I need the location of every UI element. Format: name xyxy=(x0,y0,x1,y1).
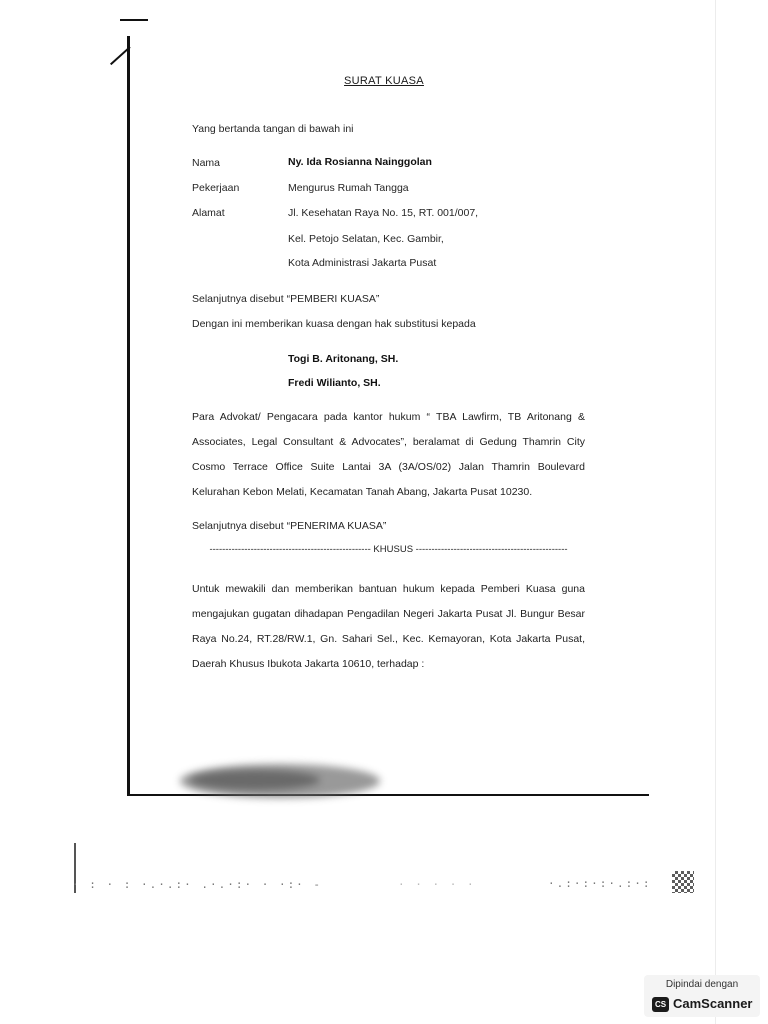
scan-border-top-mark xyxy=(120,19,148,21)
recipient-designation: Selanjutnya disebut “PENERIMA KUASA” xyxy=(192,520,387,532)
grantor-address-line: Kel. Petojo Selatan, Kec. Gambir, xyxy=(288,233,444,245)
paragraph-line: Para Advokat/ Pengacara pada kantor hukum “ TBA Lawfirm, TB Aritonang & xyxy=(192,411,585,423)
paragraph-line: Daerah Khusus Ibukota Jakarta 10610, terhadap : xyxy=(192,658,425,670)
grantor-name: Ny. Ida Rosianna Nainggolan xyxy=(288,156,432,168)
camscanner-logo-icon: CS xyxy=(652,997,669,1012)
scan-smudge xyxy=(190,770,320,790)
paragraph-line: Raya No.24, RT.28/RW.1, Gn. Sahari Sel., Kec. Kemayoran, Kota Jakarta Pusat, xyxy=(192,633,585,645)
grantor-designation: Selanjutnya disebut “PEMBERI KUASA” xyxy=(192,293,380,305)
paragraph-line: Kelurahan Kebon Melati, Kecamatan Tanah Abang, Jakarta Pusat 10230. xyxy=(192,486,533,498)
scan-noise: ·.:·:·:·.:·: xyxy=(548,877,652,890)
scan-qr-artifact xyxy=(672,871,694,893)
grantor-address-line: Kota Administrasi Jakarta Pusat xyxy=(288,257,437,269)
scan-border-bottom xyxy=(127,794,649,796)
label-alamat: Alamat xyxy=(192,207,225,219)
attorney-name: Fredi Wilianto, SH. xyxy=(288,377,381,389)
label-nama: Nama xyxy=(192,157,221,169)
label-pekerjaan: Pekerjaan xyxy=(192,182,240,194)
attorney-name: Togi B. Aritonang, SH. xyxy=(288,353,399,365)
grantor-occupation: Mengurus Rumah Tangga xyxy=(288,182,409,194)
camscanner-caption: Dipindai dengan xyxy=(665,979,739,990)
scan-border-left xyxy=(127,36,130,796)
grant-statement: Dengan ini memberikan kuasa dengan hak substitusi kepada xyxy=(192,318,476,330)
camscanner-badge xyxy=(644,975,760,1017)
paragraph-line: Associates, Legal Consultant & Advocates”, beralamat di Gedung Thamrin City xyxy=(192,436,585,448)
document-title: SURAT KUASA xyxy=(344,75,424,87)
intro-text: Yang bertanda tangan di bawah ini xyxy=(192,123,354,135)
grantor-address-line: Jl. Kesehatan Raya No. 15, RT. 001/007, xyxy=(288,207,479,219)
paper-edge xyxy=(715,0,716,1024)
paragraph-line: mengajukan gugatan dihadapan Pengadilan Negeri Jakarta Pusat Jl. Bungur Besar xyxy=(192,608,585,620)
scan-noise: · : · : ·.·.:· .·.·:· · ·:· - xyxy=(72,878,323,891)
paragraph-line: Cosmo Terrace Office Suite Lantai 3A (3A/OS/02) Jalan Thamrin Boulevard xyxy=(192,461,585,473)
firm-paragraph xyxy=(192,405,585,505)
special-heading: --------------------------------------------------- KHUSUS ------------------------------------------------ xyxy=(209,544,568,555)
camscanner-name: CamScanner xyxy=(673,996,753,1011)
purpose-paragraph xyxy=(192,577,585,677)
scan-noise: · · · · · xyxy=(398,878,476,891)
paragraph-line: Untuk mewakili dan memberikan bantuan hukum kepada Pemberi Kuasa guna xyxy=(192,583,585,595)
